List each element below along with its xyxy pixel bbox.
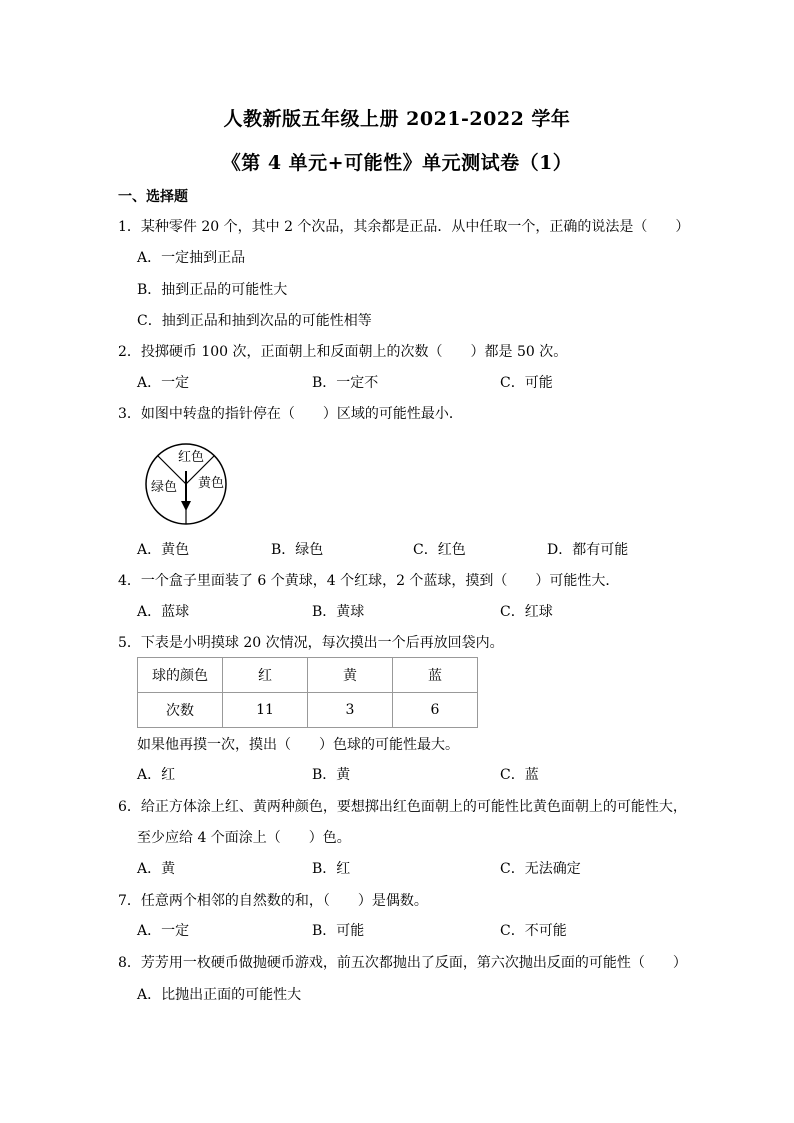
question-3-stem: 3．如图中转盘的指针停在（ ）区域的可能性最小．: [118, 406, 463, 422]
table-header-cell: 红: [223, 658, 308, 693]
spinner-diagram: [143, 441, 229, 527]
question-3-option-b: B．绿色: [271, 542, 324, 558]
question-2-option-a: A．一定: [137, 375, 190, 391]
question-7-stem: 7．任意两个相邻的自然数的和，（ ）是偶数。: [118, 893, 428, 909]
question-6-option-a: A．黄: [137, 861, 176, 877]
question-2-option-b: B．一定不: [312, 375, 379, 391]
table-row: [138, 693, 478, 728]
question-7-option-c: C．不可能: [500, 923, 567, 939]
table-cell: 6: [393, 693, 478, 728]
table-header-row: [138, 658, 478, 693]
question-5-stem: 5．下表是小明摸球 20 次情况，每次摸出一个后再放回袋内。: [118, 635, 504, 651]
spinner-label-green: 绿色: [150, 480, 178, 495]
question-5-option-b: B．黄: [312, 767, 351, 783]
question-6-option-b: B．红: [312, 861, 351, 877]
question-8-option-a: A．比抛出正面的可能性大: [137, 987, 302, 1003]
spinner-label-yellow: 黄色: [197, 476, 225, 491]
spinner-pointer-head: [181, 501, 191, 511]
table-cell: 3: [308, 693, 393, 728]
question-5-option-c: C．蓝: [500, 767, 539, 783]
question-7-option-a: A．一定: [137, 923, 190, 939]
question-4-stem: 4．一个盒子里面装了 6 个黄球，4 个红球，2 个蓝球，摸到（ ）可能性大．: [118, 573, 620, 589]
question-3-option-d: D．都有可能: [547, 542, 629, 558]
question-6-option-c: C．无法确定: [500, 861, 581, 877]
table-cell: 次数: [138, 693, 223, 728]
question-2-option-c: C．可能: [500, 375, 553, 391]
table-header-cell: 球的颜色: [138, 658, 223, 693]
question-3-option-c: C．红色: [413, 542, 466, 558]
question-6-stem-line1: 6．给正方体涂上红、黄两种颜色，要想掷出红色面朝上的可能性比黄色面朝上的可能性大，: [118, 799, 687, 815]
question-1-stem: 1．某种零件 20 个，其中 2 个次品，其余都是正品．从中任取一个，正确的说法是（ ）: [118, 219, 690, 235]
exam-title-line2: 《第 4 单元+可能性》单元测试卷（1）: [221, 152, 573, 174]
question-1-option-a: A．一定抽到正品: [137, 250, 246, 266]
exam-title-line1: 人教新版五年级上册 2021-2022 学年: [223, 108, 571, 130]
table-header-cell: 黄: [308, 658, 393, 693]
question-2-stem: 2．投掷硬币 100 次，正面朝上和反面朝上的次数（ ）都是 50 次。: [118, 344, 568, 360]
question-6-stem-line2: 至少应给 4 个面涂上（ ）色。: [137, 830, 351, 846]
question-3-option-a: A．黄色: [137, 542, 190, 558]
table-header-cell: 蓝: [393, 658, 478, 693]
question-4-option-a: A．蓝球: [137, 604, 190, 620]
spinner-label-red: 红色: [177, 450, 205, 465]
question-4-option-c: C．红球: [500, 604, 553, 620]
question-1-option-c: C．抽到正品和抽到次品的可能性相等: [137, 313, 372, 329]
section-heading: 一、选择题: [118, 189, 188, 205]
table-cell: 11: [223, 693, 308, 728]
question-7-option-b: B．可能: [312, 923, 365, 939]
question-4-option-b: B．黄球: [312, 604, 365, 620]
question-5-follow: 如果他再摸一次，摸出（ ）色球的可能性最大。: [137, 737, 459, 753]
question-5-option-a: A．红: [137, 767, 176, 783]
question-1-option-b: B．抽到正品的可能性大: [137, 282, 288, 298]
question-8-stem: 8．芳芳用一枚硬币做抛硬币游戏，前五次都抛出了反面，第六次抛出反面的可能性（ ）: [118, 955, 687, 971]
ball-draw-table: [137, 657, 478, 728]
